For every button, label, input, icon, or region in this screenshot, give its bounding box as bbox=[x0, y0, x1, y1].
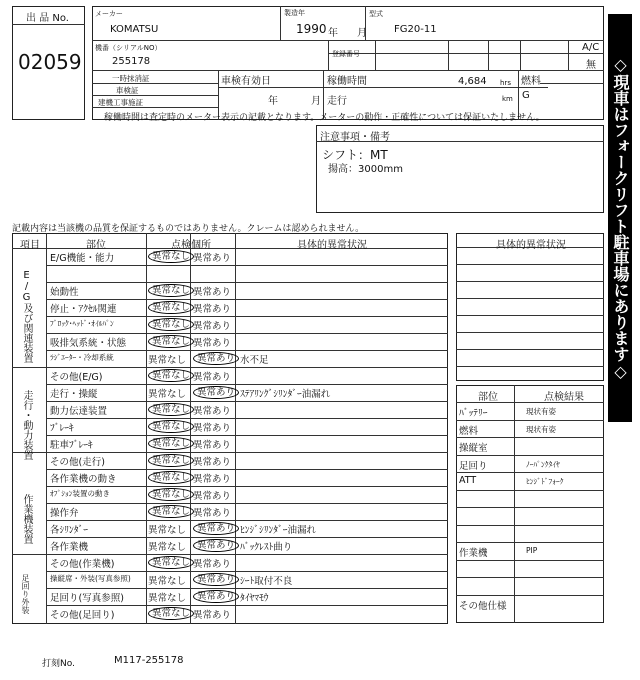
status-ok bbox=[148, 369, 194, 382]
row-note: ﾋﾝｼﾞｼﾘﾝﾀﾞｰ油漏れ bbox=[240, 525, 317, 536]
status-ok-label: 異常なし bbox=[148, 284, 194, 297]
status-ok bbox=[148, 420, 194, 433]
row-part: 走行・操縦 bbox=[50, 389, 98, 400]
stamp-value: M117-255178 bbox=[114, 655, 184, 666]
status-ok-label: 異常なし bbox=[148, 403, 194, 416]
status-ng bbox=[193, 250, 231, 264]
status-ok-label: 異常なし bbox=[148, 389, 187, 400]
status-ng-label: 異常あり bbox=[193, 573, 239, 586]
status-ok-label: 異常なし bbox=[148, 301, 194, 314]
status-ok-label: 異常なし bbox=[148, 471, 194, 484]
status-ok bbox=[148, 318, 194, 331]
status-ng-label: 異常あり bbox=[193, 386, 239, 399]
header-info-table bbox=[92, 6, 604, 120]
result-part: 作業機 bbox=[459, 548, 488, 559]
status-ok bbox=[148, 539, 186, 553]
row-note: ｽﾃｱﾘﾝｸﾞｼﾘﾝﾀﾞｰ油漏れ bbox=[240, 389, 331, 400]
section-drive: 走行・動力装置 bbox=[21, 390, 32, 460]
row-part: 動力伝達装置 bbox=[50, 406, 108, 417]
meter-note: 稼働時間は査定時のメーター表示の記載となります。メーターの動作・正確性については保証いたしません。 bbox=[104, 113, 545, 123]
row-part: ﾌﾞﾛｯｸ･ﾍｯﾄﾞ･ｵｲﾙﾊﾟﾝ bbox=[50, 319, 114, 328]
row-note: ﾀｲﾔﾏﾓｳ bbox=[240, 593, 269, 604]
fuel-label: 燃料 bbox=[521, 76, 541, 87]
section-eg: E/G及び関連装置 bbox=[21, 270, 32, 363]
status-ng-label: 異常あり bbox=[193, 559, 232, 570]
model-label: 型式 bbox=[369, 10, 383, 18]
row-part: 停止・ｱｸｾﾙ関連 bbox=[50, 304, 117, 315]
status-ok bbox=[148, 590, 186, 604]
col-header-check: 点検個所 bbox=[171, 240, 211, 251]
row-part: 足回り(写真参照) bbox=[50, 593, 124, 604]
serial-label: 機番（シリアルNO） bbox=[95, 44, 162, 52]
row-part: ﾌﾞﾚｰｷ bbox=[50, 423, 74, 434]
status-ng-label: 異常あり bbox=[193, 508, 232, 519]
status-ng-label: 異常あり bbox=[193, 253, 232, 264]
row-part: 各作業機 bbox=[50, 542, 89, 553]
row-note: ｼｰﾄ取付不良 bbox=[240, 576, 293, 587]
status-ng bbox=[193, 284, 231, 298]
remarks-label: 注意事項・備考 bbox=[320, 132, 390, 143]
result-part: 操縦室 bbox=[459, 443, 488, 454]
result-part: ATT bbox=[459, 475, 477, 486]
temp-cert-label: 一時抹消証 bbox=[112, 74, 150, 83]
result-value: ﾋﾝｼﾞﾄﾞﾌｫｰｸ bbox=[526, 477, 564, 486]
status-ng-label: 異常あり bbox=[193, 352, 239, 365]
status-ok-label: 異常なし bbox=[148, 576, 187, 587]
status-ok bbox=[148, 522, 186, 536]
section-undercarriage: 足回り外装 bbox=[21, 574, 30, 614]
status-ok bbox=[148, 573, 186, 587]
status-ng bbox=[193, 369, 231, 383]
serial-value: 255178 bbox=[112, 56, 151, 67]
row-note: 水不足 bbox=[240, 355, 269, 366]
result-value: 現状有姿 bbox=[526, 407, 556, 416]
status-ng bbox=[193, 556, 231, 570]
col-header-part: 部位 bbox=[86, 240, 106, 251]
status-ok bbox=[148, 607, 194, 620]
status-ok-label: 異常なし bbox=[148, 556, 194, 569]
hours-label: 稼働時間 bbox=[327, 76, 367, 87]
status-ng bbox=[193, 352, 239, 365]
side-banner-text: ◇現車はフォークリフト駐車場にあります◇ bbox=[611, 55, 630, 381]
row-part: 各作業機の動き bbox=[50, 474, 117, 485]
year-value: 1990 bbox=[296, 22, 327, 36]
status-ng bbox=[193, 437, 231, 451]
lot-number: 02059 bbox=[18, 50, 82, 74]
row-part: E/G機能・能力 bbox=[50, 253, 115, 264]
status-ng bbox=[193, 471, 231, 485]
year-label: 製造年 bbox=[284, 9, 305, 17]
ac-value: 無 bbox=[586, 60, 596, 71]
status-ok-label: 異常なし bbox=[148, 525, 187, 536]
status-ng bbox=[193, 301, 231, 315]
status-ok bbox=[148, 403, 194, 416]
status-ok bbox=[148, 488, 194, 501]
status-ng bbox=[193, 539, 239, 552]
status-ok bbox=[148, 471, 194, 484]
month-unit: 月 bbox=[357, 28, 367, 39]
status-ng-label: 異常あり bbox=[193, 406, 232, 417]
status-ok-label: 異常なし bbox=[148, 355, 187, 366]
status-ok bbox=[148, 250, 194, 263]
row-part: その他(走行) bbox=[50, 457, 105, 468]
fuel-value: G bbox=[522, 90, 530, 101]
model-value: FG20-11 bbox=[394, 24, 437, 35]
status-ok bbox=[148, 352, 186, 366]
col-header-item: 項目 bbox=[20, 240, 40, 251]
row-part: 操縦席・外装(写真参照) bbox=[50, 574, 131, 583]
construction-cert-label: 建機工事施証 bbox=[98, 98, 143, 107]
status-ng-label: 異常あり bbox=[193, 372, 232, 383]
status-ng-label: 異常あり bbox=[193, 590, 239, 603]
row-part: 駐車ﾌﾞﾚｰｷ bbox=[50, 440, 93, 451]
status-ng bbox=[193, 318, 231, 332]
status-ok bbox=[148, 335, 194, 348]
status-ok-label: 異常なし bbox=[148, 318, 194, 331]
stamp-label: 打刻No. bbox=[42, 659, 75, 669]
status-ok-label: 異常なし bbox=[148, 420, 194, 433]
result-part: 燃料 bbox=[459, 426, 479, 437]
status-ok bbox=[148, 437, 194, 450]
result-value: PIP bbox=[526, 546, 538, 555]
row-part: その他(E/G) bbox=[50, 372, 103, 383]
row-note: ﾊﾞｯｸﾚｽﾄ曲り bbox=[240, 542, 293, 553]
section-work: 作業機装置 bbox=[21, 494, 32, 544]
travel-label: 走行 bbox=[327, 96, 347, 107]
status-ng-label: 異常あり bbox=[193, 610, 232, 621]
status-ok bbox=[148, 386, 186, 400]
hours-unit: hrs bbox=[500, 79, 511, 87]
status-ng-label: 異常あり bbox=[193, 522, 239, 535]
status-ok-label: 異常なし bbox=[148, 505, 194, 518]
row-part: その他(作業機) bbox=[50, 559, 115, 570]
status-ng-label: 異常あり bbox=[193, 474, 232, 485]
year-unit: 年 bbox=[328, 28, 338, 39]
row-part: 始動性 bbox=[50, 287, 79, 298]
status-ng-label: 異常あり bbox=[193, 304, 232, 315]
row-part: ﾗｼﾞｴｰﾀｰ・冷却系統 bbox=[50, 353, 114, 362]
status-ng-label: 異常あり bbox=[193, 287, 232, 298]
status-ng-label: 異常あり bbox=[193, 338, 232, 349]
right-part-header: 部位 bbox=[478, 392, 498, 403]
result-value: ﾉｰﾊﾟﾝｸﾀｲﾔ bbox=[526, 460, 560, 469]
status-ok bbox=[148, 284, 194, 297]
status-ng-label: 異常あり bbox=[193, 457, 232, 468]
status-ng bbox=[193, 522, 239, 535]
status-ng-label: 異常あり bbox=[193, 423, 232, 434]
remarks-lift-height: 揚高：3000mm bbox=[328, 164, 403, 175]
status-ng-label: 異常あり bbox=[193, 491, 232, 502]
expiry-year-unit: 年 bbox=[268, 96, 278, 107]
result-part: ﾊﾞｯﾃﾘｰ bbox=[459, 408, 488, 419]
status-ok bbox=[148, 454, 194, 467]
status-ok-label: 異常なし bbox=[148, 593, 187, 604]
status-ng bbox=[193, 573, 239, 586]
status-ng bbox=[193, 386, 239, 399]
row-part: 各ｼﾘﾝﾀﾞｰ bbox=[50, 525, 89, 536]
remarks-shift: シフト：MT bbox=[322, 148, 388, 162]
row-part: 操作弁 bbox=[50, 508, 79, 519]
expiry-month-unit: 月 bbox=[311, 96, 321, 107]
right-result-header: 点検結果 bbox=[544, 392, 584, 403]
status-ok-label: 異常なし bbox=[148, 542, 187, 553]
ac-label: A/C bbox=[582, 42, 600, 53]
status-ng bbox=[193, 420, 231, 434]
status-ok-label: 異常なし bbox=[148, 250, 194, 263]
status-ok-label: 異常なし bbox=[148, 335, 194, 348]
result-value: 現状有姿 bbox=[526, 425, 556, 434]
status-ng-label: 異常あり bbox=[193, 440, 232, 451]
status-ng bbox=[193, 590, 239, 603]
status-ok-label: 異常なし bbox=[148, 607, 194, 620]
status-ok-label: 異常なし bbox=[148, 488, 194, 501]
status-ok-label: 異常なし bbox=[148, 369, 194, 382]
right-detail-header: 具体的異常状況 bbox=[496, 240, 566, 251]
maker-label: メーカー bbox=[95, 10, 123, 18]
row-part: 吸排気系統・状態 bbox=[50, 338, 127, 349]
maker-value: KOMATSU bbox=[110, 24, 159, 35]
row-part: その他(足回り) bbox=[50, 610, 115, 621]
row-part: ｵﾌﾟｼｮﾝ装置の動き bbox=[50, 489, 110, 498]
inspection-cert-label: 車検証 bbox=[116, 86, 139, 95]
status-ok bbox=[148, 556, 194, 569]
status-ng bbox=[193, 335, 231, 349]
col-header-detail: 具体的異常状況 bbox=[297, 240, 367, 251]
status-ng bbox=[193, 403, 231, 417]
travel-unit: km bbox=[502, 95, 513, 103]
registration-label: 登録番号 bbox=[332, 50, 360, 58]
status-ng bbox=[193, 488, 231, 502]
result-part: その他仕様 bbox=[459, 601, 507, 612]
status-ng-label: 異常あり bbox=[193, 539, 239, 552]
lot-label: 出 品 No. bbox=[26, 13, 69, 24]
status-ok bbox=[148, 301, 194, 314]
status-ng bbox=[193, 505, 231, 519]
disclaimer: 記載内容は当該機の品質を保証するものではありません。クレームは認められません。 bbox=[12, 224, 365, 234]
status-ng bbox=[193, 454, 231, 468]
status-ok bbox=[148, 505, 194, 518]
hours-value: 4,684 bbox=[458, 76, 487, 87]
status-ng bbox=[193, 607, 231, 621]
status-ok-label: 異常なし bbox=[148, 437, 194, 450]
right-detail-box bbox=[456, 233, 604, 381]
status-ng-label: 異常あり bbox=[193, 321, 232, 332]
status-ok-label: 異常なし bbox=[148, 454, 194, 467]
inspection-expiry-label: 車検有効日 bbox=[221, 76, 271, 87]
result-part: 足回り bbox=[459, 461, 488, 472]
